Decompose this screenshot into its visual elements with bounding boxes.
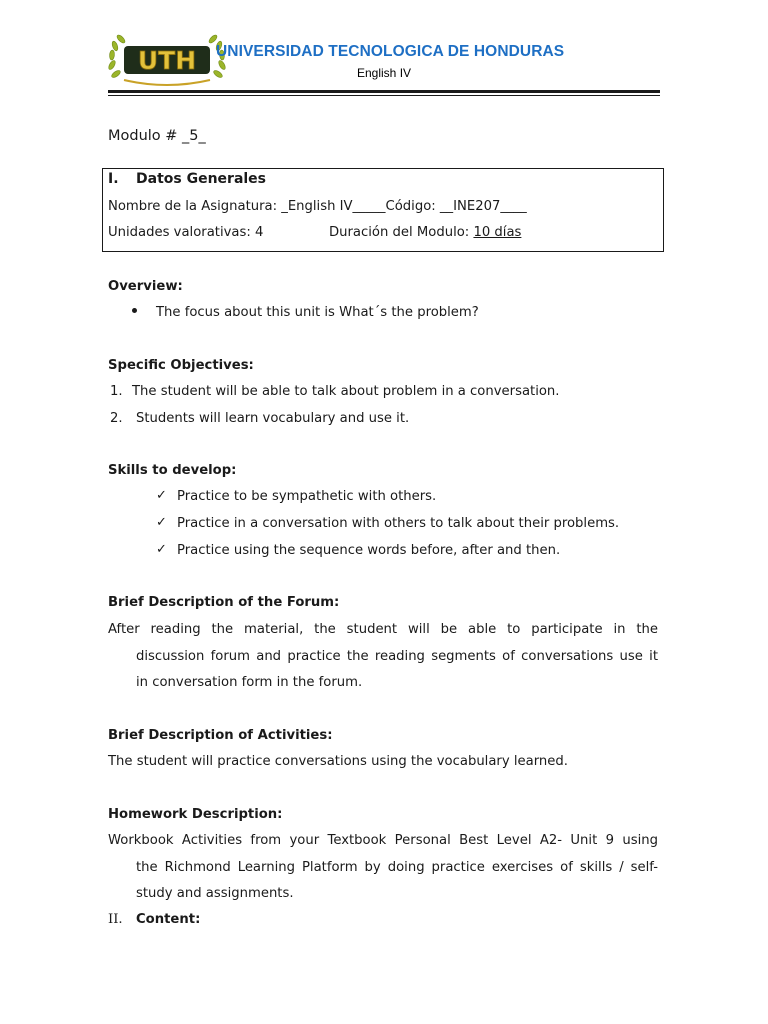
objectives-heading: Specific Objectives:	[108, 358, 254, 373]
homework-line-3: study and assignments.	[136, 886, 294, 901]
duracion-label: Duración del Modulo:	[329, 225, 474, 240]
activities-heading: Brief Description of Activities:	[108, 728, 333, 743]
skills-heading: Skills to develop:	[108, 463, 237, 478]
modulo-label: Modulo #	[108, 128, 183, 144]
header-rule-thin	[108, 95, 660, 96]
forum-heading: Brief Description of the Forum:	[108, 595, 340, 610]
homework-heading: Homework Description:	[108, 807, 283, 822]
homework-line-1: Workbook Activities from your Textbook Personal Best Level A2- Unit 9 using	[108, 833, 658, 848]
objective-text: Students will learn vocabulary and use it.	[136, 411, 410, 426]
forum-line-1: After reading the material, the student will be able to participate in the	[108, 622, 658, 637]
unidades-label: Unidades valorativas: 4	[108, 225, 264, 240]
asignatura-value: _English IV_____	[281, 199, 386, 214]
asignatura-label: Nombre de la Asignatura:	[108, 199, 282, 214]
codigo-label: Código:	[385, 199, 440, 214]
skill-item: Practice in a conversation with others to talk about their problems.	[177, 516, 620, 531]
course-subtitle: English IV	[357, 66, 412, 80]
bullet-dot	[132, 308, 137, 313]
uth-logo	[104, 30, 230, 88]
objective-text: The student will be able to talk about problem in a conversation.	[132, 384, 560, 399]
modulo-line	[108, 128, 206, 144]
datos-heading: Datos Generales	[136, 171, 267, 187]
checkmark-icon: ✓	[156, 542, 167, 557]
overview-bullet-text: The focus about this unit is What´s the problem?	[156, 305, 479, 320]
activities-text: The student will practice conversations using the vocabulary learned.	[108, 754, 568, 769]
datos-heading-number: I.	[108, 171, 119, 187]
forum-line-2: discussion forum and practice the reading segments of conversations use it	[136, 649, 658, 664]
header-rule-thick	[108, 90, 660, 93]
codigo-value: __INE207____	[439, 199, 527, 214]
skill-item: Practice using the sequence words before, after and then.	[177, 543, 561, 558]
asignatura-line	[108, 199, 527, 214]
homework-line-2: the Richmond Learning Platform by doing practice exercises of skills / self-	[136, 860, 658, 875]
content-number: II.	[108, 912, 123, 927]
logo-text: UTH	[137, 46, 197, 75]
modulo-number: _5_	[182, 128, 206, 144]
university-title: UNIVERSIDAD TECNOLOGICA DE HONDURAS	[216, 43, 565, 60]
forum-line-3: in conversation form in the forum.	[136, 675, 363, 690]
objective-number: 2.	[110, 411, 123, 426]
checkmark-icon: ✓	[156, 515, 167, 530]
duracion-value: 10 días	[473, 225, 522, 240]
objective-number: 1.	[110, 384, 123, 399]
overview-heading: Overview:	[108, 279, 183, 294]
content-heading: Content:	[136, 912, 201, 927]
checkmark-icon: ✓	[156, 488, 167, 503]
skill-item: Practice to be sympathetic with others.	[177, 489, 437, 504]
duracion-line	[329, 225, 521, 240]
